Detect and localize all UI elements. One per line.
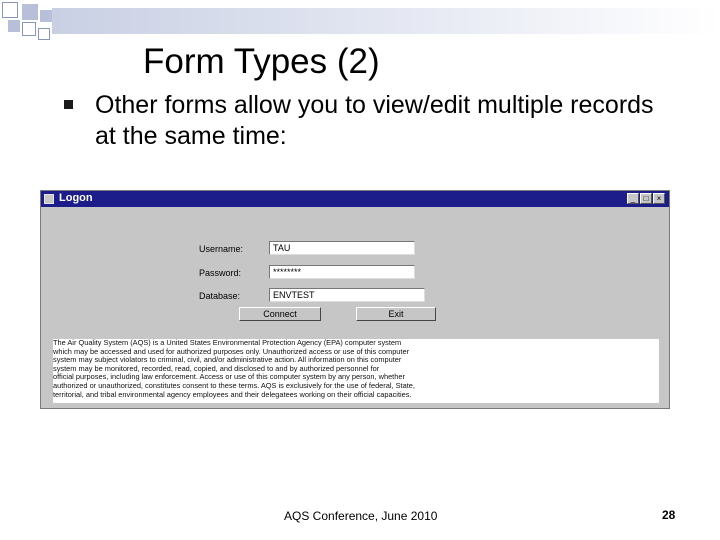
connect-button[interactable]: Connect [239, 307, 321, 321]
header-gradient-bar [52, 8, 720, 34]
bullet-square-icon [64, 100, 73, 109]
bullet-text: Other forms allow you to view/edit multiple records at the same time: [95, 91, 654, 150]
notice-line: system may be monitored, recorded, read, copied, and disclosed to and by authorized personnel for [53, 363, 380, 373]
exit-button[interactable]: Exit [356, 307, 436, 321]
logon-window [40, 190, 670, 409]
maximize-icon[interactable]: □ [640, 193, 652, 204]
notice-line: authorized or unauthorized, constitutes consent to these terms. AQS is exclusively for the use of federal, State, [53, 380, 415, 390]
security-notice [53, 339, 659, 403]
notice-line: official purposes, including law enforcement. Access or use of this computer system by any person, whether [53, 372, 405, 382]
close-icon[interactable]: × [653, 193, 665, 204]
deco-square [2, 2, 18, 18]
minimize-icon[interactable]: _ [627, 193, 639, 204]
page-number: 28 [662, 508, 676, 522]
window-title: Logon [59, 192, 93, 204]
deco-square [38, 28, 50, 40]
database-input[interactable]: ENVTEST [269, 288, 425, 302]
password-label: Password: [199, 268, 242, 278]
database-label: Database: [199, 291, 241, 301]
notice-line: territorial, and tribal environmental agency employees and their delegatees working on their official capacities. [53, 389, 412, 399]
window-app-icon [44, 194, 54, 204]
notice-line: system may subject violators to criminal, civil, and/or administrative action. All information on this computer [53, 355, 402, 365]
deco-square [8, 20, 20, 32]
notice-line: which may be accessed and used for authorized purposes only. Unauthorized access or use of this computer [53, 346, 410, 356]
deco-square [22, 22, 36, 36]
footer-text: AQS Conference, June 2010 [284, 509, 438, 523]
slide-title: Form Types (2) [143, 42, 380, 81]
deco-square [22, 4, 38, 20]
password-input[interactable]: ******** [269, 265, 415, 279]
username-input[interactable]: TAU [269, 241, 415, 255]
notice-line: The Air Quality System (AQS) is a United States Environmental Protection Agency (EPA) computer system [53, 339, 402, 347]
username-label: Username: [199, 244, 244, 254]
deco-square [40, 10, 52, 22]
window-title-bar [41, 191, 669, 207]
